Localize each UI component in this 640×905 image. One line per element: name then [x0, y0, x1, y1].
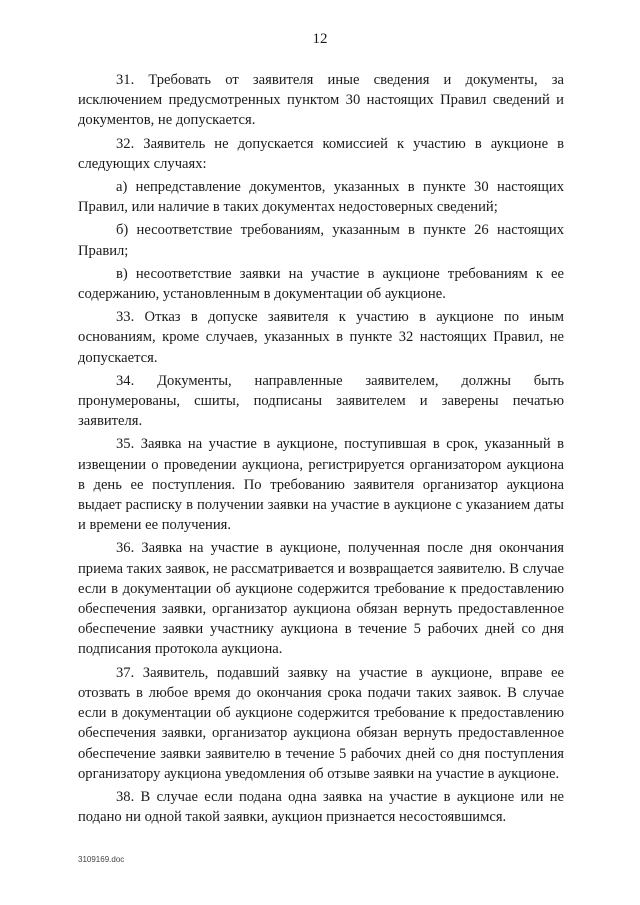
paragraph-37: 37. Заявитель, подавший заявку на участие в аукционе, вправе ее отозвать в любое время до окончания срока подачи таких заявок. В случае если в документации об аукционе содержится требование к предоставлению обеспечения заявки, организатор аукциона обязан вернуть предоставленное обеспечение заявки заявителю в течение 5 рабочих дней со дня поступления организатору аукциона уведомления об отзыве заявки на участие в аукционе.: [78, 664, 564, 782]
paragraph-36: 36. Заявка на участие в аукционе, полученная после дня окончания приема таких заявок, не рассматривается и возвращается заявителю. В случае если в документации об аукционе содержится требование к предоставлению обеспечения заявки, организатор аукциона обязан вернуть предоставленное обеспечение заявки участнику аукциона в течение 5 рабочих дней со дня подписания протокола аукциона.: [78, 540, 564, 658]
paragraph-32b: б) несоответствие требованиям, указанным в пункте 26 настоящих Правил;: [78, 222, 564, 259]
paragraph-32: 32. Заявитель не допускается комиссией к участию в аукционе в следующих случаях:: [78, 135, 564, 172]
paragraph-34: 34. Документы, направленные заявителем, должны быть пронумерованы, сшиты, подписаны заявителем и заверены печатью заявителя.: [78, 372, 564, 430]
paragraph-38: 38. В случае если подана одна заявка на участие в аукционе или не подано ни одной такой заявки, аукцион признается несостоявшимся.: [78, 788, 564, 826]
paragraph-32a: а) непредставление документов, указанных в пункте 30 настоящих Правил, или наличие в таких документах недостоверных сведений;: [78, 179, 564, 216]
paragraph-32c: в) несоответствие заявки на участие в аукционе требованиям к ее содержанию, установленным в документации об аукционе.: [78, 265, 564, 303]
paragraph-33: 33. Отказ в допуске заявителя к участию в аукционе по иным основаниям, кроме случаев, указанных в пункте 32 настоящих Правил, не допускается.: [78, 309, 564, 366]
footer-filename: 3109169.doc: [78, 855, 125, 864]
paragraph-35: 35. Заявка на участие в аукционе, поступившая в срок, указанный в извещении о проведении аукциона, регистрируется организатором аукциона в день ее поступления. По требованию заявителя организатор аукциона выдает расписку в получении заявки на участие в аукционе с указанием даты и времени ее получения.: [78, 436, 564, 534]
document-body: [78, 70, 564, 830]
page-number: 12: [312, 31, 328, 47]
paragraph-31: 31. Требовать от заявителя иные сведения и документы, за исключением предусмотренных пунктом 30 настоящих Правил сведений и документов, не допускается.: [78, 72, 564, 129]
